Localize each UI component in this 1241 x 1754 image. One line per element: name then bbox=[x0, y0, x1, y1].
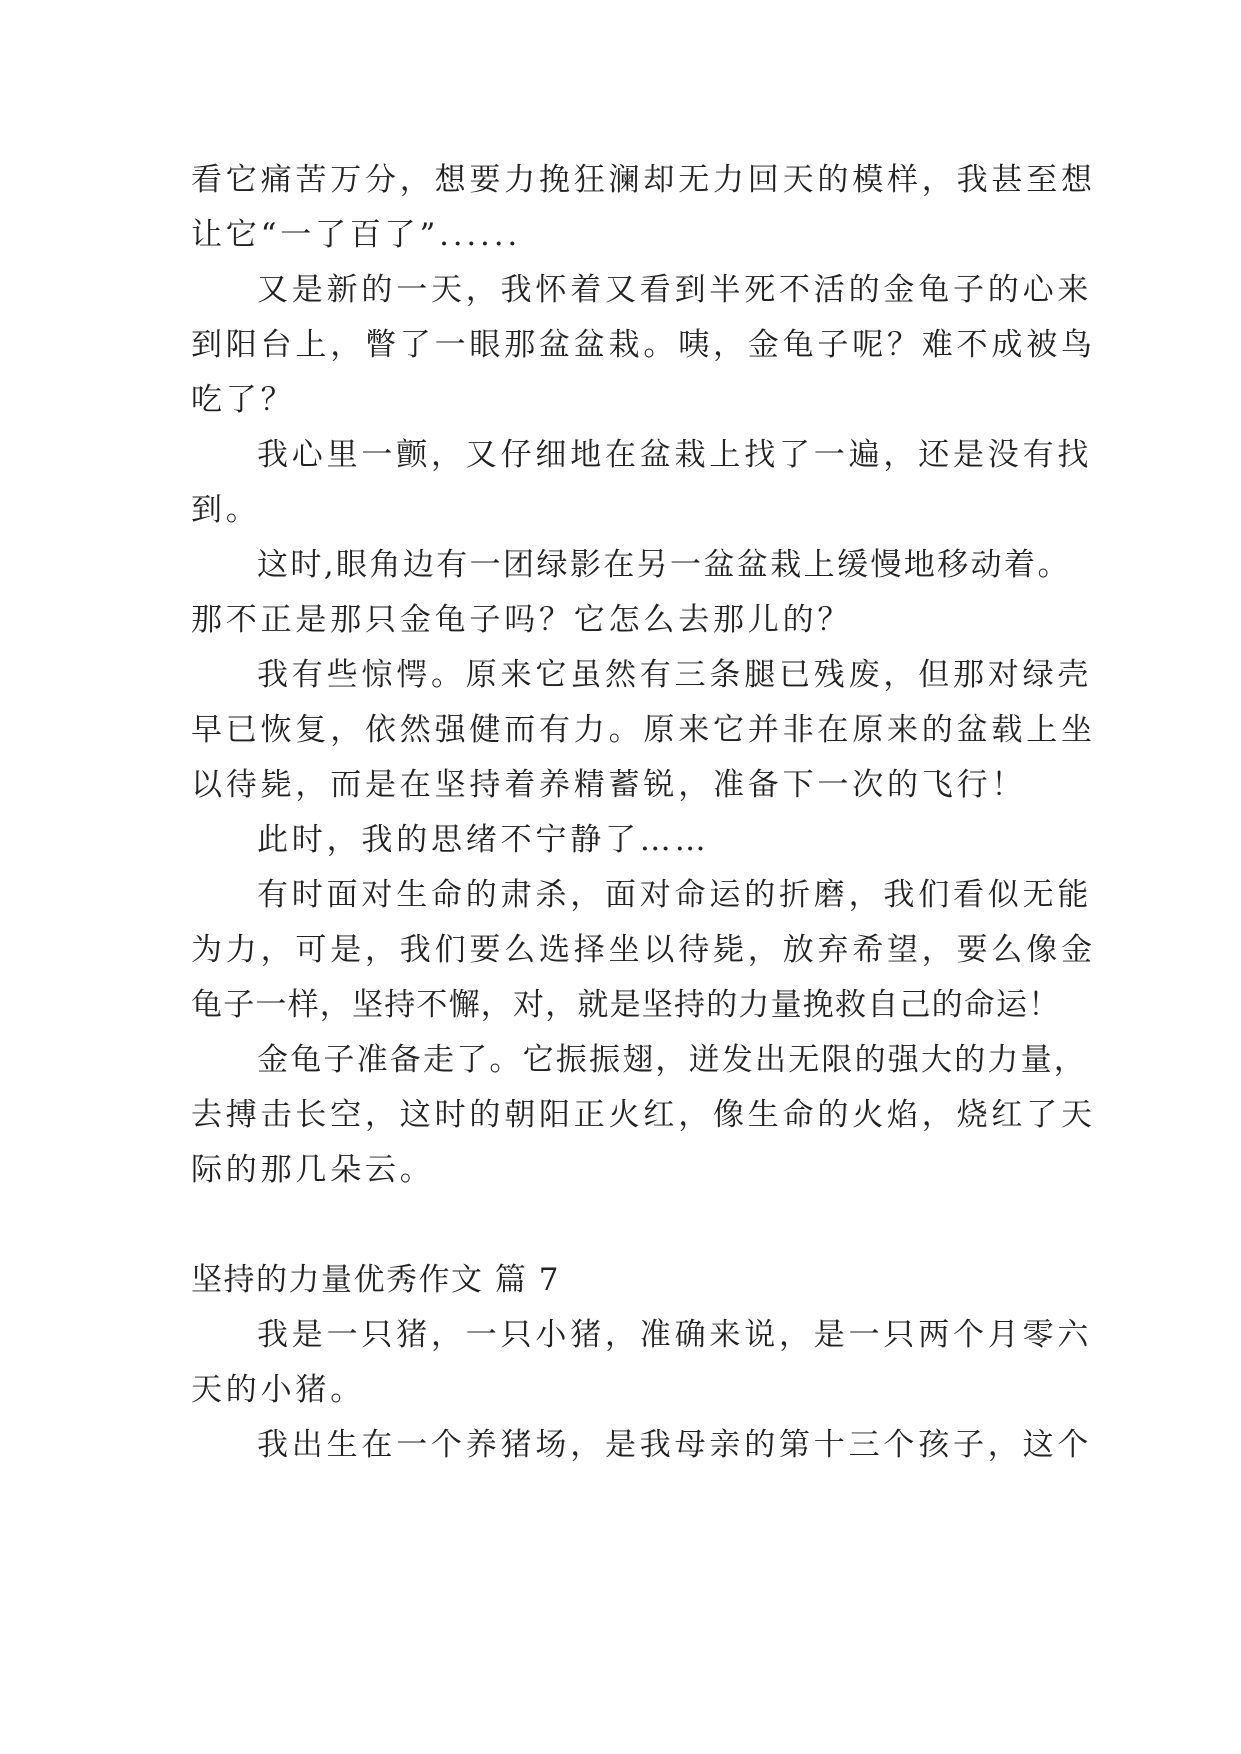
paragraph-line: 金龟子准备走了。它振振翅，迸发出无限的强大的力量， bbox=[257, 1042, 1087, 1078]
paragraph-line: 此时，我的思绪不宁静了…… bbox=[257, 822, 710, 858]
paragraph-line: 到阳台上，瞥了一眼那盆盆栽。咦，金龟子呢？难不成被鸟 bbox=[191, 327, 1096, 363]
paragraph-line: 那不正是那只金龟子吗？它怎么去那儿的？ bbox=[191, 602, 853, 638]
paragraph-line: 看它痛苦万分，想要力挽狂澜却无力回天的模样，我甚至想 bbox=[191, 162, 1096, 198]
paragraph-line: 我是一只猪，一只小猪，准确来说，是一只两个月零六 bbox=[257, 1317, 1093, 1353]
paragraph-line: 吃了？ bbox=[191, 382, 296, 418]
paragraph-line: 去搏击长空，这时的朝阳正火红，像生命的火焰，烧红了天 bbox=[191, 1097, 1096, 1133]
paragraph-line: 我出生在一个养猪场，是我母亲的第十三个孩子，这个 bbox=[257, 1427, 1093, 1463]
paragraph-line: 让它“一了百了”...... bbox=[191, 217, 522, 253]
paragraph-line: 这时,眼角边有一团绿影在另一盆盆栽上缓慢地移动着。 bbox=[257, 547, 1071, 583]
section-heading: 坚持的力量优秀作文 篇 7 bbox=[191, 1262, 560, 1298]
paragraph-line: 有时面对生命的肃杀，面对命运的折磨，我们看似无能 bbox=[257, 877, 1093, 913]
paragraph-line: 龟子一样，坚持不懈，对，就是坚持的力量挽救自己的命运！ bbox=[191, 987, 1061, 1023]
paragraph-line: 为力，可是，我们要么选择坐以待毙，放弃希望，要么像金 bbox=[191, 932, 1096, 968]
paragraph-line: 到。 bbox=[191, 492, 261, 528]
paragraph-line: 我有些惊愕。原来它虽然有三条腿已残废，但那对绿壳 bbox=[257, 657, 1093, 693]
paragraph-line: 际的那几朵云。 bbox=[191, 1152, 435, 1188]
paragraph-line: 早已恢复，依然强健而有力。原来它并非在原来的盆载上坐 bbox=[191, 712, 1096, 748]
paragraph-line: 天的小猪。 bbox=[191, 1372, 365, 1408]
paragraph-line: 我心里一颤，又仔细地在盆栽上找了一遍，还是没有找 bbox=[257, 437, 1093, 473]
paragraph-line: 又是新的一天，我怀着又看到半死不活的金龟子的心来 bbox=[257, 272, 1093, 308]
paragraph-line: 以待毙，而是在坚持着养精蓄锐，准备下一次的飞行！ bbox=[191, 767, 1027, 803]
